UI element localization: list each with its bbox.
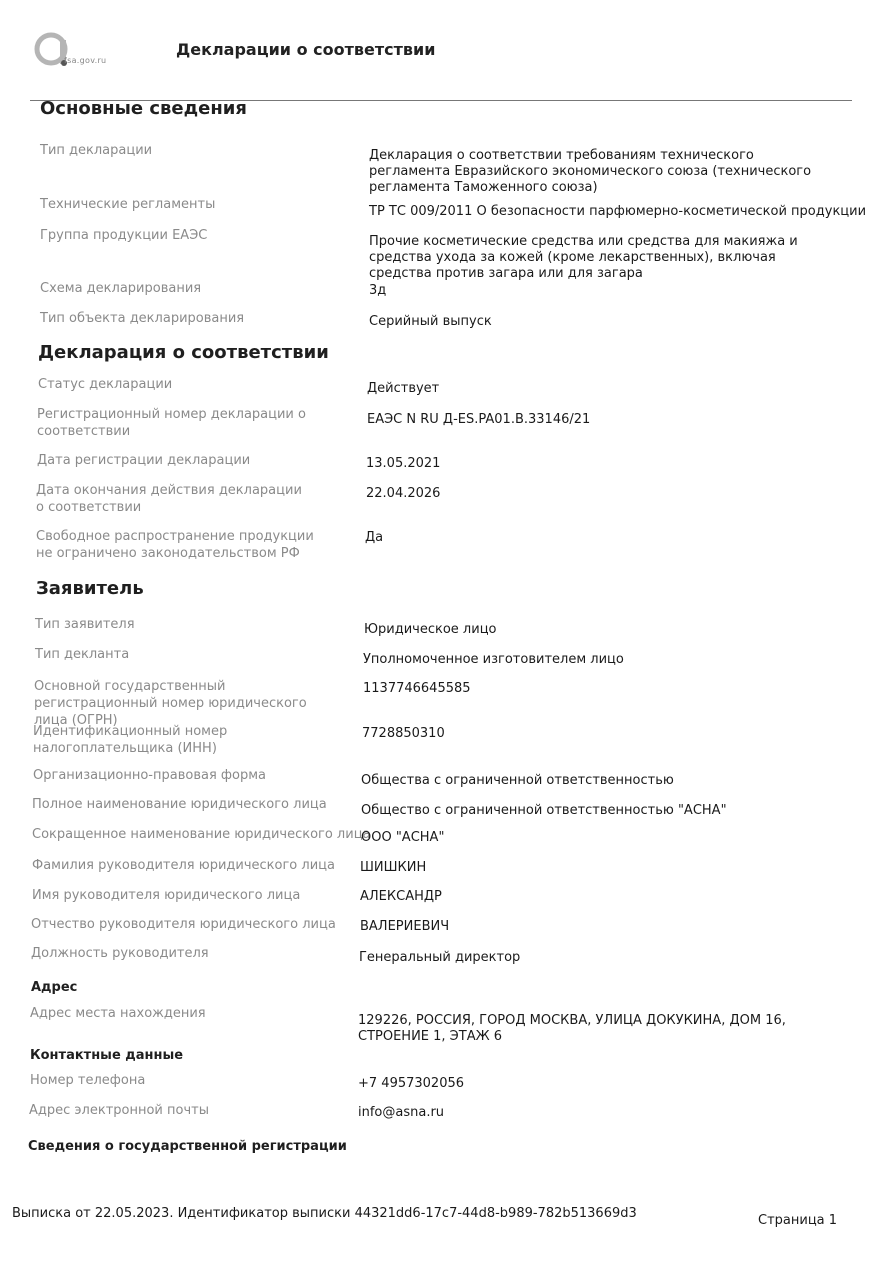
- value-full-name: Общество с ограниченной ответственностью "АСНА": [361, 803, 727, 818]
- logo-text: fsa.gov.ru: [64, 56, 107, 65]
- label-head-position: Должность руководителя: [31, 946, 209, 961]
- value-inn: 7728850310: [362, 726, 445, 741]
- value-head-name: АЛЕКСАНДР: [360, 889, 442, 904]
- label-declaration-scheme: Схема декларирования: [40, 281, 202, 296]
- label-declaration-status: Статус декларации: [38, 377, 173, 392]
- label-free-distribution: Свободное распространение продукции не ограничено законодательством РФ: [36, 529, 314, 561]
- label-declaration-type: Тип декларации: [40, 143, 153, 158]
- label-inn: Идентификационный номер налогоплательщика (ИНН): [33, 724, 228, 756]
- value-registration-number: ЕАЭС N RU Д-ES.PA01.B.33146/21: [367, 412, 591, 427]
- label-head-patronymic: Отчество руководителя юридического лица: [31, 917, 336, 932]
- label-tech-regulations: Технические регламенты: [40, 197, 216, 212]
- header-title: Декларации о соответствии: [176, 40, 436, 59]
- section-state-registration-heading: Сведения о государственной регистрации: [28, 1139, 347, 1154]
- value-email: info@asna.ru: [358, 1105, 445, 1120]
- label-short-name: Сокращенное наименование юридического лица: [32, 827, 371, 842]
- section-applicant-heading: Заявитель: [36, 578, 144, 599]
- section-main-info-heading: Основные сведения: [40, 98, 247, 119]
- value-declarant-type: Уполномоченное изготовителем лицо: [363, 652, 624, 667]
- label-registration-number: Регистрационный номер декларации о соответствии: [37, 407, 306, 439]
- section-declaration-heading: Декларация о соответствии: [38, 342, 329, 363]
- label-applicant-type: Тип заявителя: [35, 617, 135, 632]
- label-email: Адрес электронной почты: [29, 1103, 209, 1118]
- value-registration-date: 13.05.2021: [366, 456, 441, 471]
- label-head-name: Имя руководителя юридического лица: [32, 888, 301, 903]
- value-short-name: ООО "АСНА": [361, 830, 445, 845]
- label-registration-date: Дата регистрации декларации: [37, 453, 251, 468]
- label-phone: Номер телефона: [30, 1073, 146, 1088]
- value-phone: +7 4957302056: [358, 1076, 465, 1091]
- label-product-group: Группа продукции ЕАЭС: [40, 228, 208, 243]
- label-head-surname: Фамилия руководителя юридического лица: [32, 858, 335, 873]
- value-expiration-date: 22.04.2026: [366, 486, 441, 501]
- value-legal-form: Общества с ограниченной ответственностью: [361, 773, 674, 788]
- value-object-type: Серийный выпуск: [369, 314, 492, 329]
- footer-extract-info: Выписка от 22.05.2023. Идентификатор выписки 44321dd6-17c7-44d8-b989-782b513669d3: [12, 1206, 637, 1221]
- value-tech-regulations: ТР ТС 009/2011 О безопасности парфюмерно-косметической продукции: [369, 204, 867, 219]
- footer-page-number: Страница 1: [758, 1213, 838, 1228]
- section-contacts-heading: Контактные данные: [30, 1048, 184, 1063]
- label-full-name: Полное наименование юридического лица: [32, 797, 327, 812]
- section-address-heading: Адрес: [31, 980, 78, 995]
- value-head-patronymic: ВАЛЕРИЕВИЧ: [360, 919, 450, 934]
- value-free-distribution: Да: [365, 530, 384, 545]
- value-declaration-status: Действует: [367, 381, 440, 396]
- value-product-group: Прочие косметические средства или средства для макияжа и средства ухода за кожей (кроме лекарственных), включая средства против загара или для загара: [369, 234, 798, 281]
- label-location-address: Адрес места нахождения: [30, 1006, 206, 1021]
- value-applicant-type: Юридическое лицо: [364, 622, 497, 637]
- value-ogrn: 1137746645585: [363, 681, 471, 696]
- value-declaration-type: Декларация о соответствии требованиям технического регламента Евразийского экономического союза (технического регламента Таможенного союза): [369, 148, 812, 195]
- label-expiration-date: Дата окончания действия декларации о соответствии: [36, 483, 302, 515]
- value-location-address: 129226, РОССИЯ, ГОРОД МОСКВА, УЛИЦА ДОКУКИНА, ДОМ 16, СТРОЕНИЕ 1, ЭТАЖ 6: [358, 1013, 786, 1044]
- value-declaration-scheme: 3д: [369, 283, 387, 298]
- label-declarant-type: Тип декланта: [35, 647, 130, 662]
- value-head-surname: ШИШКИН: [360, 860, 427, 875]
- label-legal-form: Организационно-правовая форма: [33, 768, 267, 783]
- label-object-type: Тип объекта декларирования: [40, 311, 245, 326]
- value-head-position: Генеральный директор: [359, 950, 521, 965]
- label-ogrn: Основной государственный регистрационный номер юридического лица (ОГРН): [34, 679, 307, 728]
